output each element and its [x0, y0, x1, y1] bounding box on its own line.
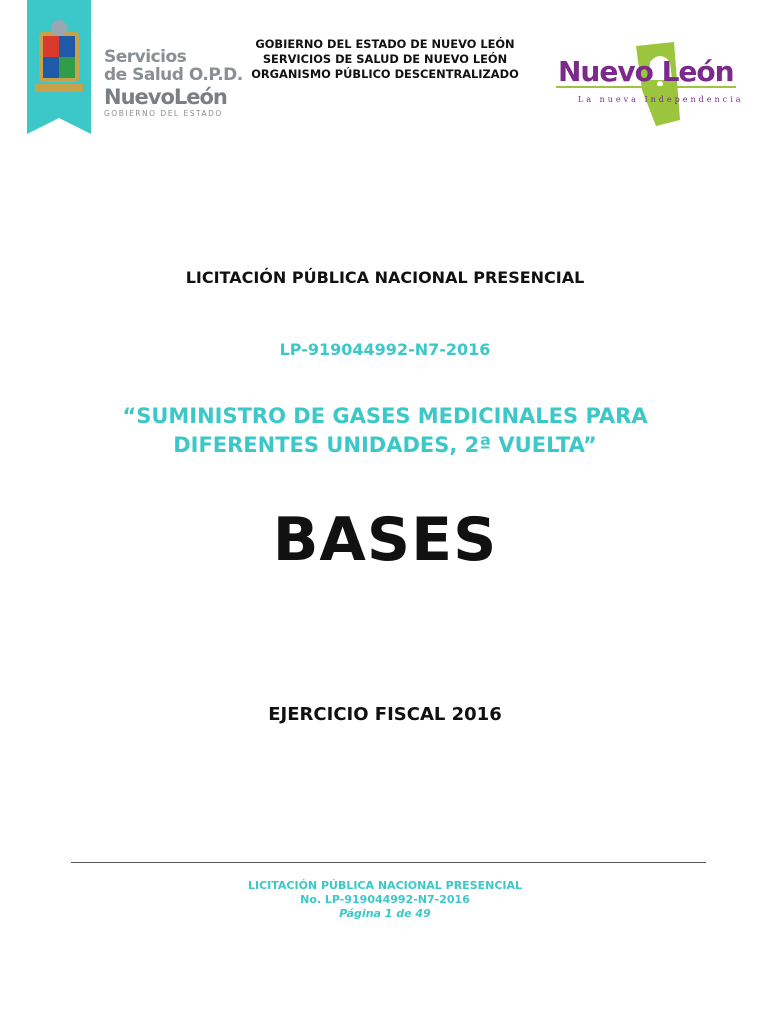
- document-title: [0, 402, 770, 460]
- footer-divider: [71, 862, 706, 863]
- logo-line: NuevoLeón: [104, 85, 227, 109]
- nuevo-leon-wordmark: Nuevo León: [558, 55, 734, 88]
- servicios-de-salud-logo: [104, 48, 244, 118]
- document-header: [230, 37, 540, 82]
- header-line: ORGANISMO PÚBLICO DESCENTRALIZADO: [251, 67, 519, 81]
- bases-heading: BASES: [272, 505, 498, 575]
- tender-type: LICITACIÓN PÚBLICA NACIONAL PRESENCIAL: [185, 268, 585, 287]
- title-line: “SUMINISTRO DE GASES MEDICINALES PARA: [122, 404, 648, 428]
- header-line: SERVICIOS DE SALUD DE NUEVO LEÓN: [262, 52, 508, 66]
- footer-line: No. LP-919044992-N7-2016: [300, 893, 470, 906]
- page-footer: [0, 879, 770, 921]
- title-line: DIFERENTES UNIDADES, 2ª VUELTA”: [173, 433, 597, 457]
- logo-line: GOBIERNO DEL ESTADO: [104, 109, 223, 118]
- nuevo-leon-tagline: La nueva Independencia: [578, 95, 744, 104]
- logo-line: Servicios: [104, 47, 187, 67]
- fiscal-year: EJERCICIO FISCAL 2016: [268, 704, 502, 725]
- header-line: GOBIERNO DEL ESTADO DE NUEVO LEÓN: [255, 37, 515, 51]
- logo-line: de Salud O.P.D.: [104, 65, 243, 85]
- tender-code: LP-919044992-N7-2016: [279, 340, 491, 359]
- state-coat-of-arms-logo: [27, 0, 91, 134]
- footer-line: LICITACIÓN PÚBLICA NACIONAL PRESENCIAL: [247, 879, 523, 892]
- page-number: Página 1 de 49: [339, 907, 431, 920]
